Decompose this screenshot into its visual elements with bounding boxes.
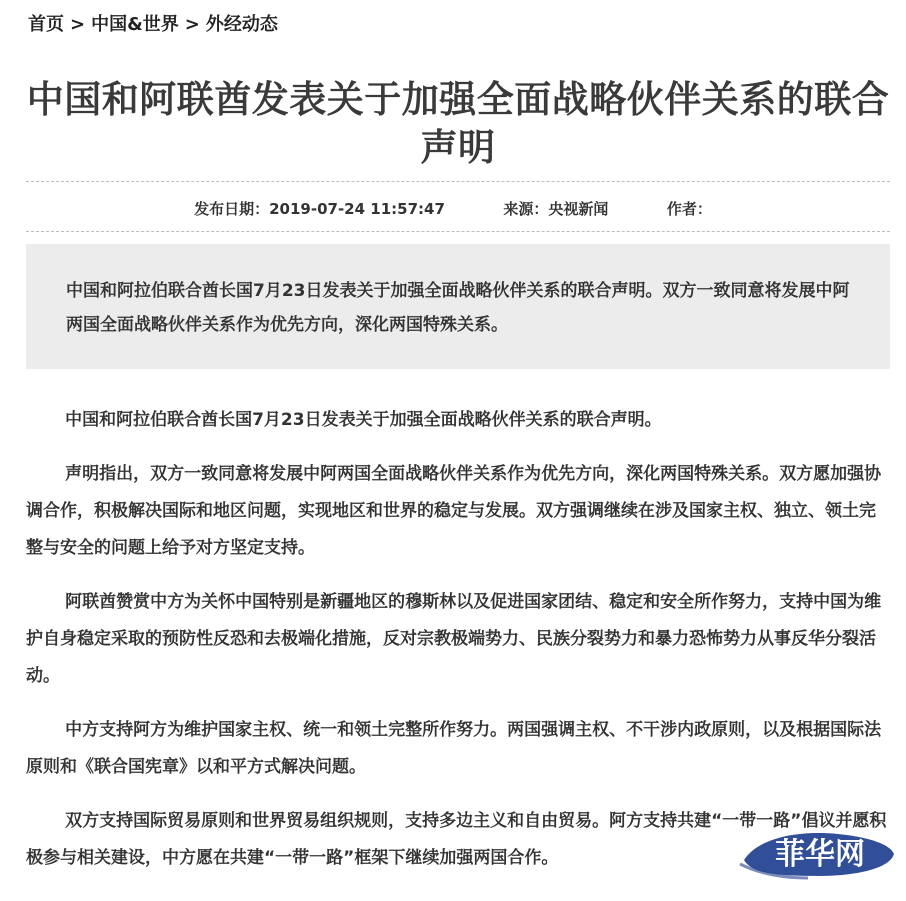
title-divider [26, 181, 890, 182]
article-title: 中国和阿联酋发表关于加强全面战略伙伴关系的联合声明 [26, 78, 890, 169]
site-watermark-logo [738, 820, 898, 884]
paragraph: 声明指出，双方一致同意将发展中阿两国全面战略伙伴关系作为优先方向，深化两国特殊关系。双方愿加强协调合作，积极解决国际和地区问题，实现地区和世界的稳定与发展。双方强调继续在涉及国家主权、独立、领土完整与安全的问题上给予对方坚定支持。 [26, 464, 882, 558]
paragraph: 阿联酋赞赏中方为关怀中国特别是新疆地区的穆斯林以及促进国家团结、稳定和安全所作努力，支持中国为维护自身稳定采取的预防性反恐和去极端化措施，反对宗教极端势力、民族分裂势力和暴力恐怖势力从事反华分裂活动。 [26, 592, 882, 686]
date-label: 发布日期： [194, 200, 270, 218]
watermark-brush-icon [738, 820, 898, 884]
breadcrumb [28, 10, 278, 36]
breadcrumb-current-link[interactable]: 外经动态 [205, 14, 278, 35]
paragraph: 中方支持阿方为维护国家主权、统一和领土完整所作努力。两国强调主权、不干涉内政原则，以及根据国际法原则和《联合国宪章》以和平方式解决问题。 [26, 720, 882, 777]
meta-divider [26, 231, 890, 232]
source-value: 央视新闻 [548, 200, 609, 218]
article-summary [26, 244, 890, 369]
breadcrumb-section-link[interactable]: 中国&世界 [91, 14, 179, 35]
breadcrumb-home-link[interactable]: 首页 [28, 14, 64, 35]
paragraph: 中国和阿拉伯联合酋长国7月23日发表关于加强全面战略伙伴关系的联合声明。 [65, 410, 662, 430]
author-label: 作者： [666, 200, 712, 218]
date-value: 2019-07-24 11:57:47 [269, 200, 445, 218]
article-meta [0, 198, 906, 219]
summary-text: 中国和阿拉伯联合酋长国7月23日发表关于加强全面战略伙伴关系的联合声明。双方一致同意将发展中阿两国全面战略伙伴关系作为优先方向，深化两国特殊关系。 [66, 281, 850, 335]
watermark-text: 菲华网 [775, 837, 865, 872]
paragraph: 双方支持国际贸易原则和世界贸易组织规则，支持多边主义和自由贸易。阿方支持共建“一带一路”倡议并愿积极参与相关建设，中方愿在共建“一带一路”框架下继续加强两国合作。 [26, 811, 887, 868]
breadcrumb-separator: > [70, 14, 86, 35]
breadcrumb-separator: > [184, 14, 200, 35]
source-label: 来源： [503, 200, 549, 218]
